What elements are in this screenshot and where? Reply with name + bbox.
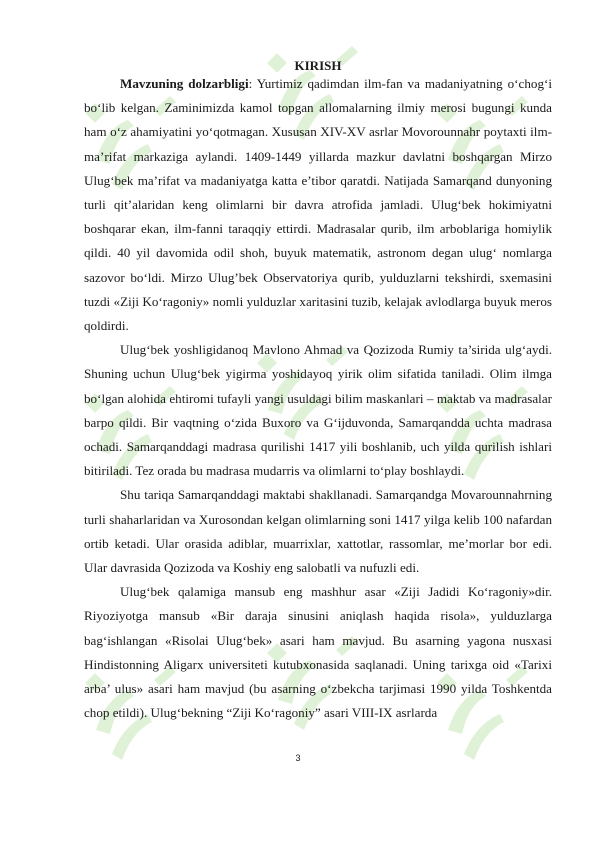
paragraph-relevance [84,72,552,338]
paragraph-text: Ulug‘bek qalamiga mansub eng mashhur asar «Ziji Jadidi Ko‘ragoniy»dir. Riyoziyotga mansub «Bir daraja sinusini aniqlash haqida risola», yulduzlarga bag‘ishlangan «Risolai Ulug‘bek» asari ham mavjud. Bu asarning yagona nusxasi Hindistonning Aligarx universiteti kutubxonasida saqlanadi. Uning tarixga oid «Tarixi arba’ ulus» asari ham mavjud (bu asarning o‘zbekcha tarjimasi 1990 yilda Toshkentda chop etildi). Ulug‘bekning “Ziji Ko‘ragoniy” asari VIII-IX asrlarda [84,584,552,721]
page-body [84,58,552,725]
paragraph-text: Ulug‘bek yoshligidanoq Mavlono Ahmad va Qozizoda Rumiy ta’sirida ulg‘aydi. Shuning uchun Ulug‘bek yigirma yoshidayoq yirik olim sifatida taniladi. Olim ilmga bo‘lgan alohida ehtiromi tufayli yangi usuldagi bilim maskanlari – maktab va madrasalar barpo qildi. Bir vaqtning o‘zida Buxoro va G‘ijduvonda, Samarqandda uchta madrasa ochadi. Samarqanddagi madrasa qurilishi 1417 yili boshlanib, uch yilda qurilish ishlari bitiriladi. Tez orada bu madrasa mudarris va olimlarni to‘play boshlaydi. [84,342,552,479]
paragraph-lead: Mavzuning dolzarbligi [120,76,249,91]
paragraph-text: : Yurtimiz qadimdan ilm-fan va madaniyatning o‘chog‘i bo‘lib kelgan. Zaminimizda kamol topgan allomalarning ilmiy merosi bugungi kunda ham o‘z ahamiyatini yo‘qotmagan. Xususan XIV-XV asrlar Movorounnahr poytaxti ilm-ma’rifat markaziga aylandi. 1409-1449 yillarda mazkur davlatni boshqargan Mirzo Ulug‘bek ma’rifat va madaniyatga katta e’tibor qaratdi. Natijada Samarqand dunyoning turli qit’alaridan keng olimlarni bir davra atrofida jamladi. Ulug‘bek hokimiyatni boshqarar ekan, ilm-fanni taraqqiy ettirdi. Madrasalar qurib, ilm arboblariga homiylik qildi. 40 yil davomida odil shoh, buyuk matematik, astronom degan ulug‘ nomlarga sazovor bo‘ldi. Mirzo Ulug’bek Observatoriya qurib, yulduzlarni tekshirdi, sxemasini tuzdi «Ziji Ko‘ragoniy» nomli yulduzlar xaritasini tuzib, kelajak avlodlarga buyuk meros qoldirdi. [84,76,552,334]
paragraph [84,483,552,580]
page-title: KIRISH [294,58,342,73]
paragraph-text: Shu tariqa Samarqanddagi maktabi shakllanadi. Samarqandga Movarounnahrning turli shaharlaridan va Xurosondan kelgan olimlarning soni 1417 yilga kelib 100 nafardan ortib ketadi. Ular orasida adiblar, muarrixlar, xattotlar, rassomlar, me’morlar bor edi. Ular davrasida Qozizoda va Koshiy eng salobatli va nufuzli edi. [84,487,552,576]
paragraph [84,338,552,483]
paragraph [84,580,552,725]
page-number: 3 [295,753,301,763]
